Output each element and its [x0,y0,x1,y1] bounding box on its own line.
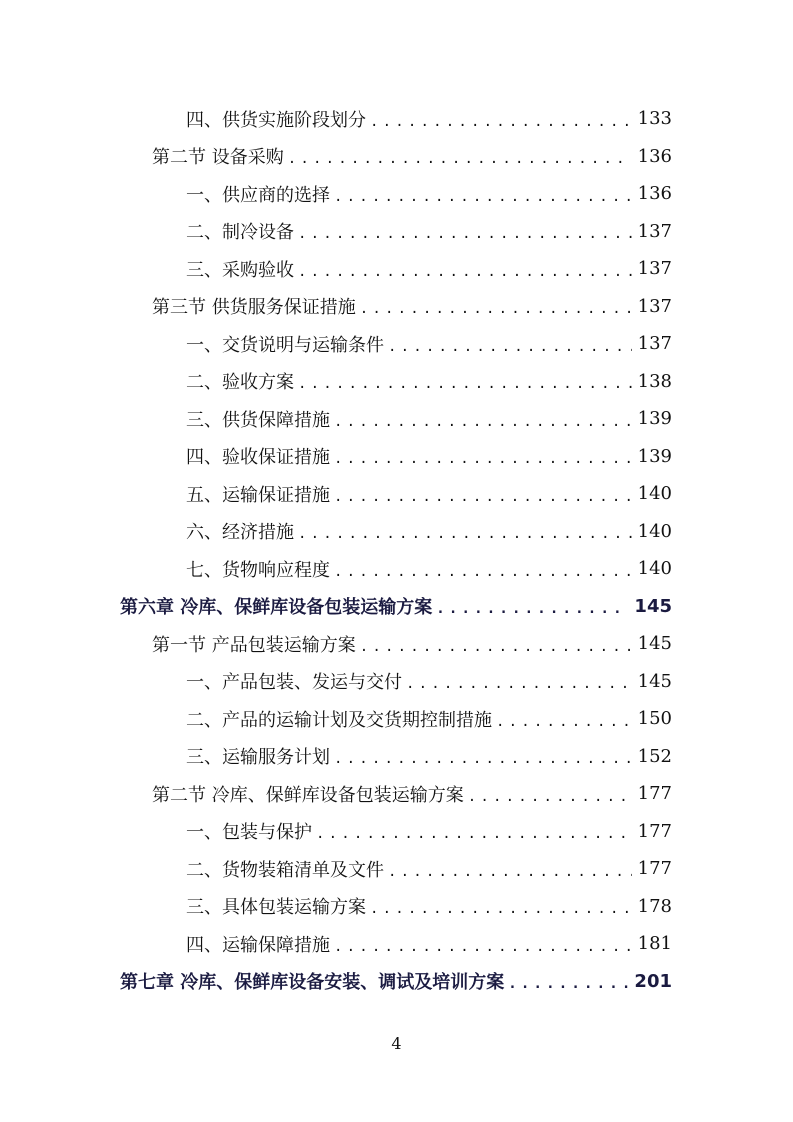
toc-entry-label: 二、产品的运输计划及交货期控制措施 [186,709,492,731]
toc-entry-label: 一、包装与保护 [186,822,312,843]
toc-entry-label: 第一节 产品包装运输方案 [152,634,356,656]
toc-entry-page: 150 [637,708,672,729]
toc-entry-page: 139 [637,445,672,467]
toc-entry-page: 177 [637,783,672,804]
toc-entry-label: 第七章 冷库、保鲜库设备安装、调试及培训方案 [120,972,505,993]
dot-leader [298,259,632,279]
toc-entry[interactable] [186,100,672,137]
toc-entry[interactable] [186,400,672,437]
toc-entry-label: 二、制冷设备 [186,222,294,243]
dot-leader [370,896,632,916]
dot-leader [316,821,632,841]
toc-entry-page: 137 [637,295,672,317]
toc-entry-page: 201 [634,970,672,992]
dot-leader [468,784,632,804]
toc-entry-label: 六、经济措施 [186,522,294,543]
dot-leader [334,409,632,429]
toc-entry-label: 四、运输保障措施 [186,934,330,956]
dot-leader [360,634,632,654]
toc-entry-page: 137 [637,220,672,242]
dot-leader [334,446,632,466]
toc-entry[interactable] [186,663,672,700]
toc-entry-page: 136 [637,183,672,204]
toc-entry-label: 四、供货实施阶段划分 [186,109,366,131]
toc-entry[interactable] [186,250,672,287]
dot-leader [508,971,628,991]
toc-entry-page: 139 [637,408,672,429]
toc-entry-label: 第三节 供货服务保证措施 [152,297,356,318]
toc-entry[interactable] [186,700,672,737]
toc-entry-page: 137 [637,258,672,279]
toc-entry[interactable] [152,625,672,662]
toc-chapter-entry[interactable] [120,963,672,1000]
toc-entry-page: 138 [637,370,672,392]
toc-entry-page: 145 [634,595,672,617]
toc-entry-label: 三、具体包装运输方案 [186,897,366,918]
dot-leader [334,934,632,954]
toc-entry[interactable] [186,438,672,475]
toc-entry-label: 第二节 设备采购 [152,147,284,168]
dot-leader [360,296,632,316]
page-number: 4 [391,1034,402,1053]
toc-entry[interactable] [186,925,672,962]
toc-entry-page: 177 [637,820,672,842]
toc-entry[interactable] [186,888,672,925]
toc-entry-page: 178 [637,895,672,917]
dot-leader [334,746,632,766]
toc-entry[interactable] [186,213,672,250]
toc-entry[interactable] [186,813,672,850]
dot-leader [334,559,632,579]
toc-entry-label: 二、验收方案 [186,372,294,393]
toc-entry-page: 181 [637,933,672,954]
toc-entry-page: 145 [637,670,672,692]
toc-entry-page: 140 [637,558,672,579]
toc-entry[interactable] [186,475,672,512]
dot-leader [334,484,632,504]
toc-entry[interactable] [186,850,672,887]
toc-entry[interactable] [186,325,672,362]
dot-leader [298,371,632,391]
toc-entry[interactable] [152,138,672,175]
toc-entry-page: 137 [637,333,672,354]
toc-entry[interactable] [186,550,672,587]
toc-entry-label: 一、供应商的选择 [186,184,330,206]
toc-entry-label: 三、供货保障措施 [186,409,330,431]
toc-entry[interactable] [186,513,672,550]
toc-entry[interactable] [152,775,672,812]
dot-leader [436,596,628,616]
dot-leader [388,859,632,879]
toc-entry-page: 140 [637,483,672,504]
dot-leader [388,334,632,354]
dot-leader [496,709,632,729]
toc-entry-page: 140 [637,520,672,542]
toc-entry-page: 145 [637,633,672,654]
toc-entry-label: 七、货物响应程度 [186,559,330,581]
dot-leader [298,521,632,541]
toc-entry-page: 152 [637,745,672,767]
toc-entry[interactable] [186,175,672,212]
toc-entry-label: 二、货物装箱清单及文件 [186,859,384,881]
dot-leader [288,146,632,166]
toc-entry-label: 第二节 冷库、保鲜库设备包装运输方案 [152,784,464,806]
dot-leader [406,671,632,691]
toc-entry-label: 一、交货说明与运输条件 [186,334,384,356]
dot-leader [334,184,632,204]
toc-entry-label: 五、运输保证措施 [186,484,330,506]
toc-entry-label: 三、运输服务计划 [186,747,330,768]
toc-entry-label: 三、采购验收 [186,259,294,281]
toc-entry-label: 四、验收保证措施 [186,447,330,468]
toc-chapter-entry[interactable] [120,588,672,625]
toc-entry[interactable] [186,363,672,400]
toc-entry-page: 177 [637,858,672,879]
toc-entry-label: 第六章 冷库、保鲜库设备包装运输方案 [120,597,433,618]
dot-leader [298,221,632,241]
toc-entry[interactable] [186,738,672,775]
toc-entry-page: 136 [637,145,672,167]
dot-leader [370,109,632,129]
toc-entry[interactable] [152,288,672,325]
toc-entry-page: 133 [637,108,672,129]
toc-entry-label: 一、产品包装、发运与交付 [186,672,402,693]
